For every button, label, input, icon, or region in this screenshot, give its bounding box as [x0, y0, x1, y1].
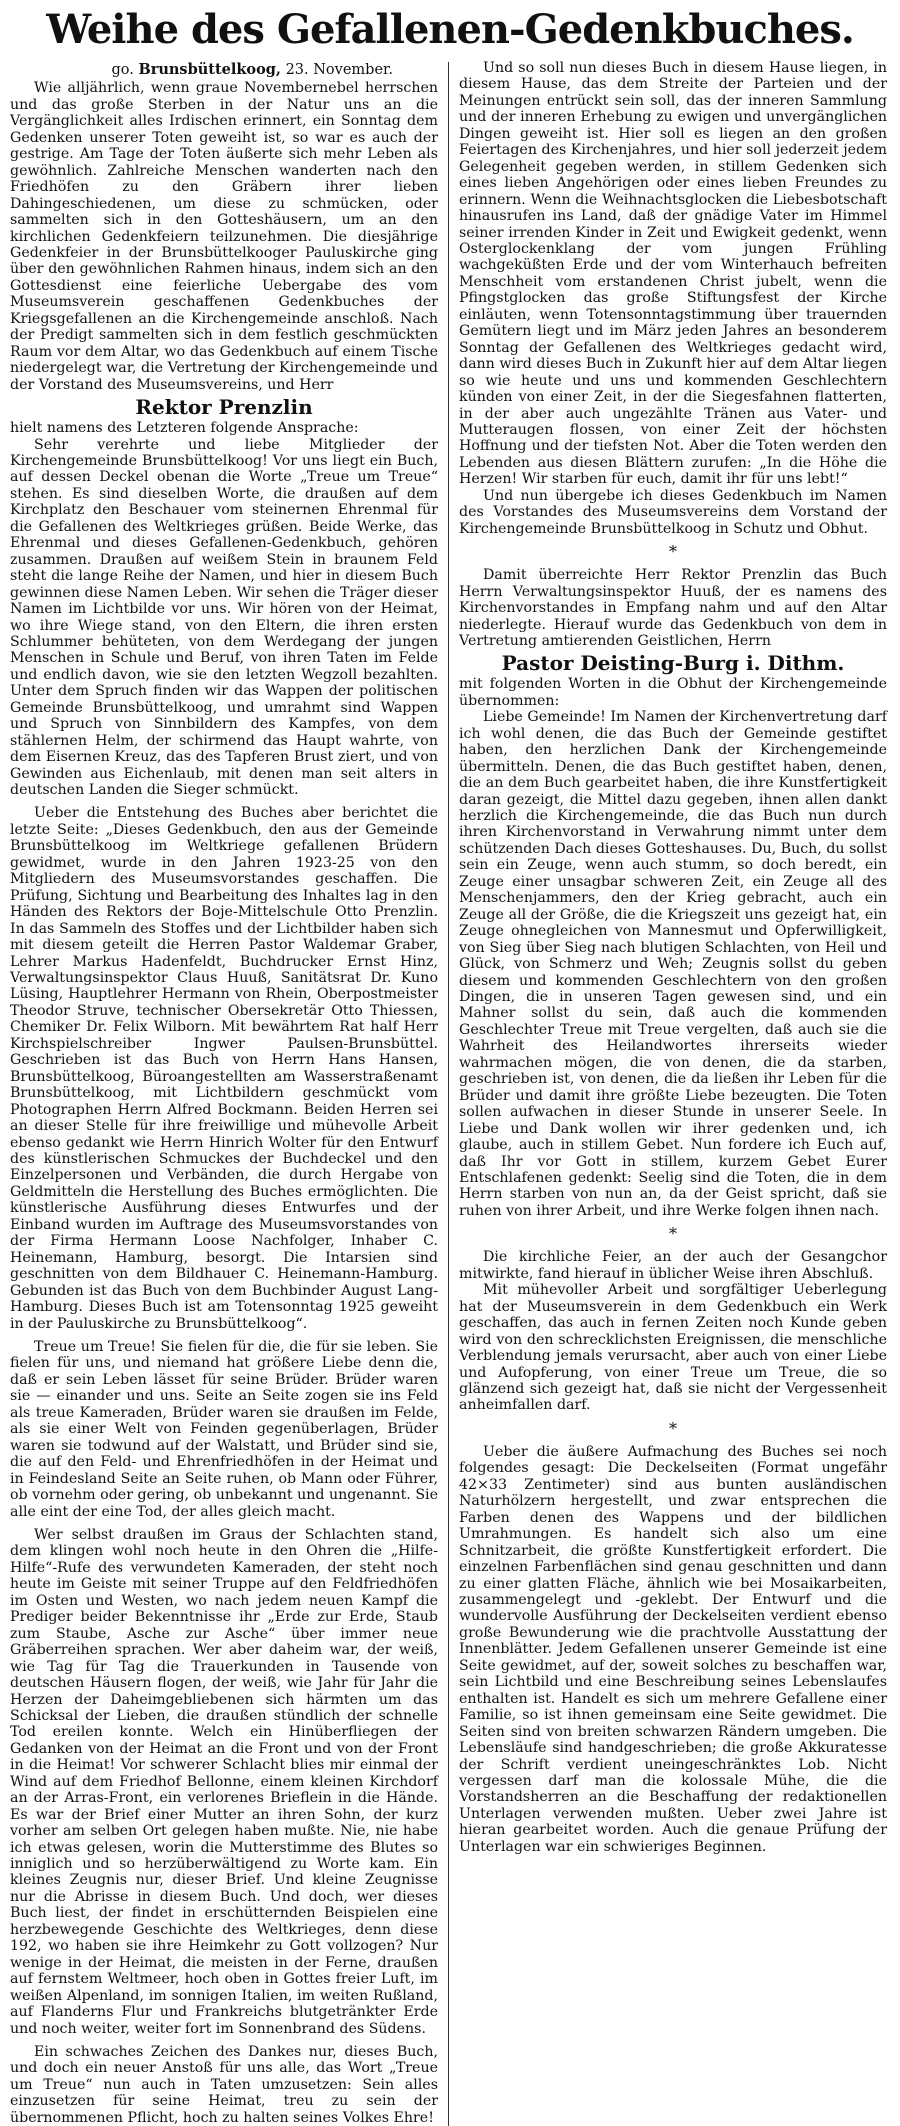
article-paragraph: Damit überreichte Herr Rektor Prenzlin das Buch Herrn Verwaltungsinspektor Huuß, der es namens des Kirchenvorstandes in Empfang nahm und auf den Altar niederlegte. Hierauf wurde das Gedenkbuch von dem in Vertretung amtierenden Geistlichen, Herrn — [459, 567, 887, 649]
article-paragraph: Die kirchliche Feier, an der auch der Gesangchor mitwirkte, fand hierauf in üblicher Weise ihren Abschluß. — [459, 1249, 887, 1282]
article-paragraph: Ueber die Entstehung des Buches aber berichtet die letzte Seite: „Dieses Gedenkbuch, den aus der Gemeinde Brunsbüttelkoog im Weltkriege gefallenen Brüdern gewidmet, wurde in den Jahren 1923-25 von den Mitgliedern des Museumsvorstandes geschaffen. Die Prüfung, Sichtung und Bearbeitung des Inhaltes lag in den Händen des Rektors der Boje-Mittelschule Otto Prenzlin. In das Sammeln des Stoffes und der Lichtbilder haben sich mit diesem geteilt die Herren Pastor Waldemar Graber, Lehrer Markus Hadenfeldt, Buchdrucker Ernst Hinz, Verwaltungsinspektor Claus Huuß, Sanitätsrat Dr. Kuno Lüsing, Hauptlehrer Hermann von Rhein, Oberpostmeister Theodor Struve, technischer Obersekretär Otto Thiessen, Chemiker Dr. Felix Wilborn. Mit bewährtem Rat half Herr Kirchspielschreiber Ingwer Paulsen-Brunsbüttel. Geschrieben ist das Buch von Herrn Hans Hansen, Brunsbüttelkoog, Büroangestellten am Wasserstraßenamt Brunsbüttelkoog, mit Lichtbildern geschmückt vom Photographen Herrn Alfred Bockmann. Beiden Herren sei an dieser Stelle für ihre freiwillige und mühevolle Arbeit ebenso gedankt wie Herrn Hinrich Wolter für den Entwurf des künstlerischen Schmuckes der Buchdeckel und den Einzelpersonen und Verbänden, die durch Hergabe von Geldmitteln die Herstellung des Buches ermöglichten. Die künstlerische Ausführung dieses Entwurfes und der Einband wurden im Auftrage des Museumsvorstandes von der Firma Hermann Loose Nachfolger, Inhaber C. Heinemann, Hamburg, besorgt. Die Intarsien sind geschnitten von dem Bildhauer C. Heinemann-Hamburg. Gebunden ist das Buch von dem Buchbinder August Lang-Hamburg. Dieses Buch ist am Totensonntag 1925 geweiht in der Pauluskirche zu Brunsbüttelkoog“. — [10, 805, 438, 1332]
dateline-place: Brunsbüttelkoog, — [138, 61, 281, 78]
article-paragraph: Ueber die äußere Aufmachung des Buches sei noch folgendes gesagt: Die Deckelseiten (Format ungefähr 42×33 Zentimeter) sind aus bunten ausländischen Naturhölzern hergestellt, und zwar entsprechen die Farben denen des Wappens und der bildlichen Umrahmungen. Es handelt sich also um eine Schnitzarbeit, die größte Kunstfertigkeit erfordert. Die einzelnen Farbenflächen sind genau geschnitten und dann zu einer glatten Fläche, ähnlich wie bei Mosaikarbeiten, zusammengelegt und -geklebt. Der Entwurf und die wundervolle Ausführung der Deckelseiten verdient ebenso große Bewunderung wie die prachtvolle Ausstattung der Innenblätter. Jedem Gefallenen unserer Gemeinde ist eine Seite gewidmet, auf der, soweit solches zu beschaffen war, sein Lichtbild und eine Beschreibung seines Lebenslaufes enthalten ist. Handelt es sich um mehrere Gefallene einer Familie, so ist ihnen gemeinsam eine Seite gewidmet. Die Seiten sind von breiten schwarzen Rändern umgeben. Die Lebensläufe sind handgeschrieben; die große Akkuratesse der Schrift verdient uneingeschränktes Lob. Nicht vergessen darf man die kolossale Mühe, die die Vorstandsherren an die Beschaffung der redaktionellen Unterlagen verwenden mußten. Ueber zwei Jahre ist hieran gearbeitet worden. Auch die genaue Prüfung der Unterlagen war ein schwieriges Beginnen. — [459, 1443, 887, 1855]
headline: Weihe des Gefallenen-Gedenkbuches. — [46, 6, 854, 53]
article-paragraph: Wie alljährlich, wenn graue Novembernebel herrschen und das große Sterben in der Natur uns an die Vergänglichkeit alles Irdischen erinnert, ein Sonntag dem Gedenken unserer Toten geweiht ist, so war es auch der gestrige. Am Tage der Toten äußerte sich mehr Leben als gewöhnlich. Zahlreiche Menschen wanderten nach den Friedhöfen zu den Gräbern ihrer lieben Dahingeschiedenen, um diese zu schmücken, oder sammelten sich in den Gotteshäusern, um an den kirchlichen Gedenkfeiern teilzunehmen. Die diesjährige Gedenkfeier in der Brunsbüttelkooger Pauluskirche ging über den gewöhnlichen Rahmen hinaus, indem sich an den Gottesdienst eine feierliche Uebergabe des vom Museumsverein geschaffenen Gedenkbuches der Kriegsgefallenen an die Kirchengemeinde anschloß. Nach der Predigt sammelten sich in dem festlich geschmückten Raum vor dem Altar, wo das Gedenkbuch auf einem Tische niedergelegt war, die Vertretung der Kirchengemeinde und der Vorstand des Museumsvereins, und Herr — [10, 80, 438, 393]
article-paragraph: mit folgenden Worten in die Obhut der Kirchengemeinde übernommen: — [459, 676, 887, 709]
article-paragraph: Ein schwaches Zeichen des Dankes nur, dieses Buch, und doch ein neuer Anstoß für uns alle, das Wort „Treue um Treue“ nun auch in Taten umzusetzen: Sein alles einzusetzen für seine Heimat, treu zu sein der übernommenen Pflicht, hoch zu halten seines Volkes Ehre! — [10, 2044, 438, 2126]
dateline-prefix: go. — [111, 62, 134, 78]
left-column — [10, 62, 438, 2126]
speaker-heading: Pastor Deisting-Burg i. Dithm. — [501, 651, 845, 676]
column-divider — [448, 62, 449, 2126]
section-separator: * — [669, 542, 677, 562]
article-columns — [0, 62, 900, 2126]
dateline-date: 23. November. — [285, 62, 393, 78]
section-separator: * — [669, 1418, 677, 1438]
speaker-heading: Rektor Prenzlin — [135, 395, 313, 420]
article-paragraph: Treue um Treue! Sie fielen für die, die für sie leben. Sie fielen für uns, und niemand hat größere Liebe denn die, daß er sein Leben lässet für seine Brüder. Brüder waren sie — einander und uns. Seite an Seite zogen sie ins Feld als treue Kameraden, Brüder waren sie draußen im Felde, als sie einer Welt von Feinden gegenüberlagen, Brüder waren sie todwund auf der Walstatt, und Brüder sind sie, die auf den Feld- und Ehrenfriedhöfen in der Heimat und in Feindesland Seite an Seite ruhen, ob Mann oder Führer, ob vornehm oder gering, ob unbekannt und ungenannt. Sie alle eint der eine Tod, der alles gleich macht. — [10, 1338, 438, 1520]
article-paragraph: Und nun übergebe ich dieses Gedenkbuch im Namen des Vorstandes des Museumsvereins dem Vorstand der Kirchengemeinde Brunsbüttelkoog in Schutz und Obhut. — [459, 487, 887, 537]
right-column — [459, 60, 887, 2126]
article-paragraph: Mit mühevoller Arbeit und sorgfältiger Ueberlegung hat der Museumsverein in dem Gedenkbuch ein Werk geschaffen, das auch in fernen Zeiten noch Kunde geben wird von den schrecklichsten Ereignissen, die menschliche Verblendung jemals verursacht, aber auch von einer Liebe und Aufopferung, von einer Treue um Treue, die so glänzend sich gezeigt hat, daß sie nicht der Vergessenheit anheimfallen darf. — [459, 1282, 887, 1414]
article-paragraph: Liebe Gemeinde! Im Namen der Kirchenvertretung darf ich wohl denen, die das Buch der Gemeinde gestiftet haben, den herzlichen Dank der Kirchengemeinde übermitteln. Denen, die das Buch gestiftet haben, denen, die an dem Buch gearbeitet haben, die ihre Kunstfertigkeit daran gezeigt, die Mittel dazu gegeben, ihnen allen dankt herzlich die Kirchengemeinde, die das Buch nun durch ihren Kirchenvorstand in Verwahrung nimmt unter dem schützenden Dach dieses Gotteshauses. Du, Buch, du sollst sein ein Zeuge, wenn auch stumm, so doch beredt, ein Zeuge einer unsagbar schweren Zeit, ein Zeuge all des Menschenjammers, den der Krieg gebracht, auch ein Zeuge all der Größe, die die Kriegszeit uns gezeigt hat, ein Zeuge ohnegleichen von Mannesmut und Opferwilligkeit, von Sieg über Sieg nach blutigen Schlachten, von Heil und Glück, von Schmerz und Weh; Zeugnis sollst du geben diesem und kommenden Geschlechtern von den großen Dingen, die in unseren Tagen gewesen sind, und ein Mahner sollst du sein, daß auch die kommenden Geschlechter Treue mit Treue vergelten, daß auch sie die Wahrheit des Heilandwortes ihrerseits wieder wahrmachen mögen, die von denen, die da starben, geschrieben ist, von denen, die da ließen ihr Leben für die Brüder und damit ihre größte Liebe bezeugten. Die Toten sollen aufwachen in dieser Stunde in unserer Seele. In Liebe und Dank wollen wir ihrer gedenken und, ich glaube, auch in stillem Gebet. Nun fordere ich Euch auf, daß Ihr vor Gott in stillem, kurzem Gebet Eurer Entschlafenen gedenkt: Seelig sind die Toten, die in dem Herrn starben von nun an, da der Geist spricht, daß sie ruhen von ihrer Arbeit, und ihre Werke folgen ihnen nach. — [459, 709, 887, 1219]
article-paragraph: Und so soll nun dieses Buch in diesem Hause liegen, in diesem Hause, das dem Streite der Parteien und der Meinungen entrückt sein soll, das der inneren Sammlung und der inneren Erhebung zu ewigen und unvergänglichen Dingen geweiht ist. Hier soll es liegen an den großen Feiertagen des Kirchenjahres, und hier soll jederzeit jedem Gelegenheit gegeben werden, in stillem Gedenken sich eines lieben Angehörigen oder eines lieben Freundes zu erinnern. Wenn die Weihnachtsglocken die Liebesbotschaft hinausrufen ins Land, daß der gnädige Vater im Himmel seiner irrenden Kinder in Zeit und Ewigkeit gedenkt, wenn Osterglockenklang der vom jungen Frühling wachgeküßten Erde und der vom Winterhauch befreiten Menschheit vom erstandenen Christ jubelt, wenn die Pfingstglocken das große Stiftungsfest der Kirche einläuten, wenn Totensonntagstimmung über trauernden Gemütern liegt und im März jeden Jahres an besonderem Sonntag der Gefallenen des Weltkrieges gedacht wird, dann wird dieses Buch in Zukunft hier auf dem Altar liegen so wie heute und uns und kommenden Geschlechtern künden von einer Zeit, in der die Siegesfahnen flatterten, in der aber auch ungezählte Tränen aus Vater- und Mutteraugen flossen, von einer Zeit der höchsten Hoffnung und der tiefsten Not. Aber die Toten werden den Lebenden aus diesen Blättern zurufen: „In die Höhe die Herzen! Wir starben für euch, damit ihr für uns lebt!“ — [459, 60, 888, 488]
article-paragraph: Wer selbst draußen im Graus der Schlachten stand, dem klingen wohl noch heute in den Ohren die „Hilfe-Hilfe“-Rufe des verwundeten Kameraden, der steht noch heute im Geiste mit seiner Truppe auf den Feldfriedhöfen im Osten und Westen, wo nach jedem neuen Kampf die Prediger beider Bekenntnisse ihr „Erde zur Erde, Staub zum Staube, Asche zur Asche“ über immer neue Gräberreihen sprachen. Wer aber daheim war, der weiß, wie Tag für Tag die Trauerkunden in Tausende von deutschen Häusern flogen, der weiß, wie Jahr für Jahr die Herzen der Daheimgebliebenen sich härmten um das Schicksal der Lieben, die draußen stündlich der schnelle Tod ereilen konnte. Welch ein Hinüberfliegen der Gedanken von der Heimat an die Front und von der Front in die Heimat! Vor schwerer Schlacht blies mir einmal der Wind auf dem Friedhof Bellonne, einem kleinen Kirchdorf an der Arras-Front, ein verlorenes Brieflein in die Hände. Es war der Brief einer Mutter an ihren Sohn, der kurz vorher am selben Ort gelegen haben mußte. Nie, nie habe ich etwas gelesen, worin die Mutterstimme des Blutes so inniglich und so herzüberwältigend zu Worte kam. Ein kleines Zeugnis nur, dieser Brief. Und kleine Zeugnisse nur die Abrisse in diesem Buch. Und doch, wer dieses Buch liest, der findet in erschütternden Beispielen eine herzbewegende Geschichte des Weltkrieges, denn diese 192, wo haben sie ihre Heimkehr zu Gott vollzogen? Nur wenige in der Heimat, die meisten in der Ferne, draußen auf fernstem Weltmeer, hoch oben in Gottes freier Luft, im weißen Alpenland, im sonnigen Italien, im weiten Rußland, auf Flanderns Flur und Frankreichs blutgetränkter Erde und noch weiter, weiter fort im Sonnenbrand des Südens. — [10, 1526, 438, 2037]
article-paragraph: Sehr verehrte und liebe Mitglieder der Kirchengemeinde Brunsbüttelkoog! Vor uns liegt ein Buch, auf dessen Deckel obenan die Worte „Treue um Treue“ stehen. Es sind dieselben Worte, die draußen auf dem Kirchplatz den Beschauer vom steinernen Ehrenmal für die Gefallenen des Weltkrieges grüßen. Beide Werke, das Ehrenmal und dieses Gefallenen-Gedenkbuch, gehören zusammen. Draußen auf weißem Stein in braunem Feld steht die lange Reihe der Namen, und hier in diesem Buch gewinnen diese Namen Leben. Wir sehen die Träger dieser Namen im Lichtbilde vor uns. Wir hören von der Heimat, wo ihre Wiege stand, von den Eltern, die ihren ersten Schlummer behüteten, von dem Werdegang der jungen Menschen in Schule und Beruf, von ihren Taten im Felde und endlich davon, wie sie den letzten Wegzoll bezahlten. Unter dem Spruch finden wir das Wappen der politischen Gemeinde Brunsbüttelkoog, und umrahmt sind Wappen und Spruch von Sinnbildern des Kampfes, von dem stählernen Helm, der schirmend das Haupt wahrte, von dem Eisernen Kreuz, das des Tapferen Brust ziert, und von Gewinden aus Eichenlaub, mit denen man seit alters in deutschen Landen die Sieger schmückt. — [10, 436, 438, 799]
article-paragraph: hielt namens des Letzteren folgende Ansprache: — [10, 420, 359, 437]
dateline — [10, 62, 438, 78]
section-separator: * — [669, 1224, 677, 1244]
